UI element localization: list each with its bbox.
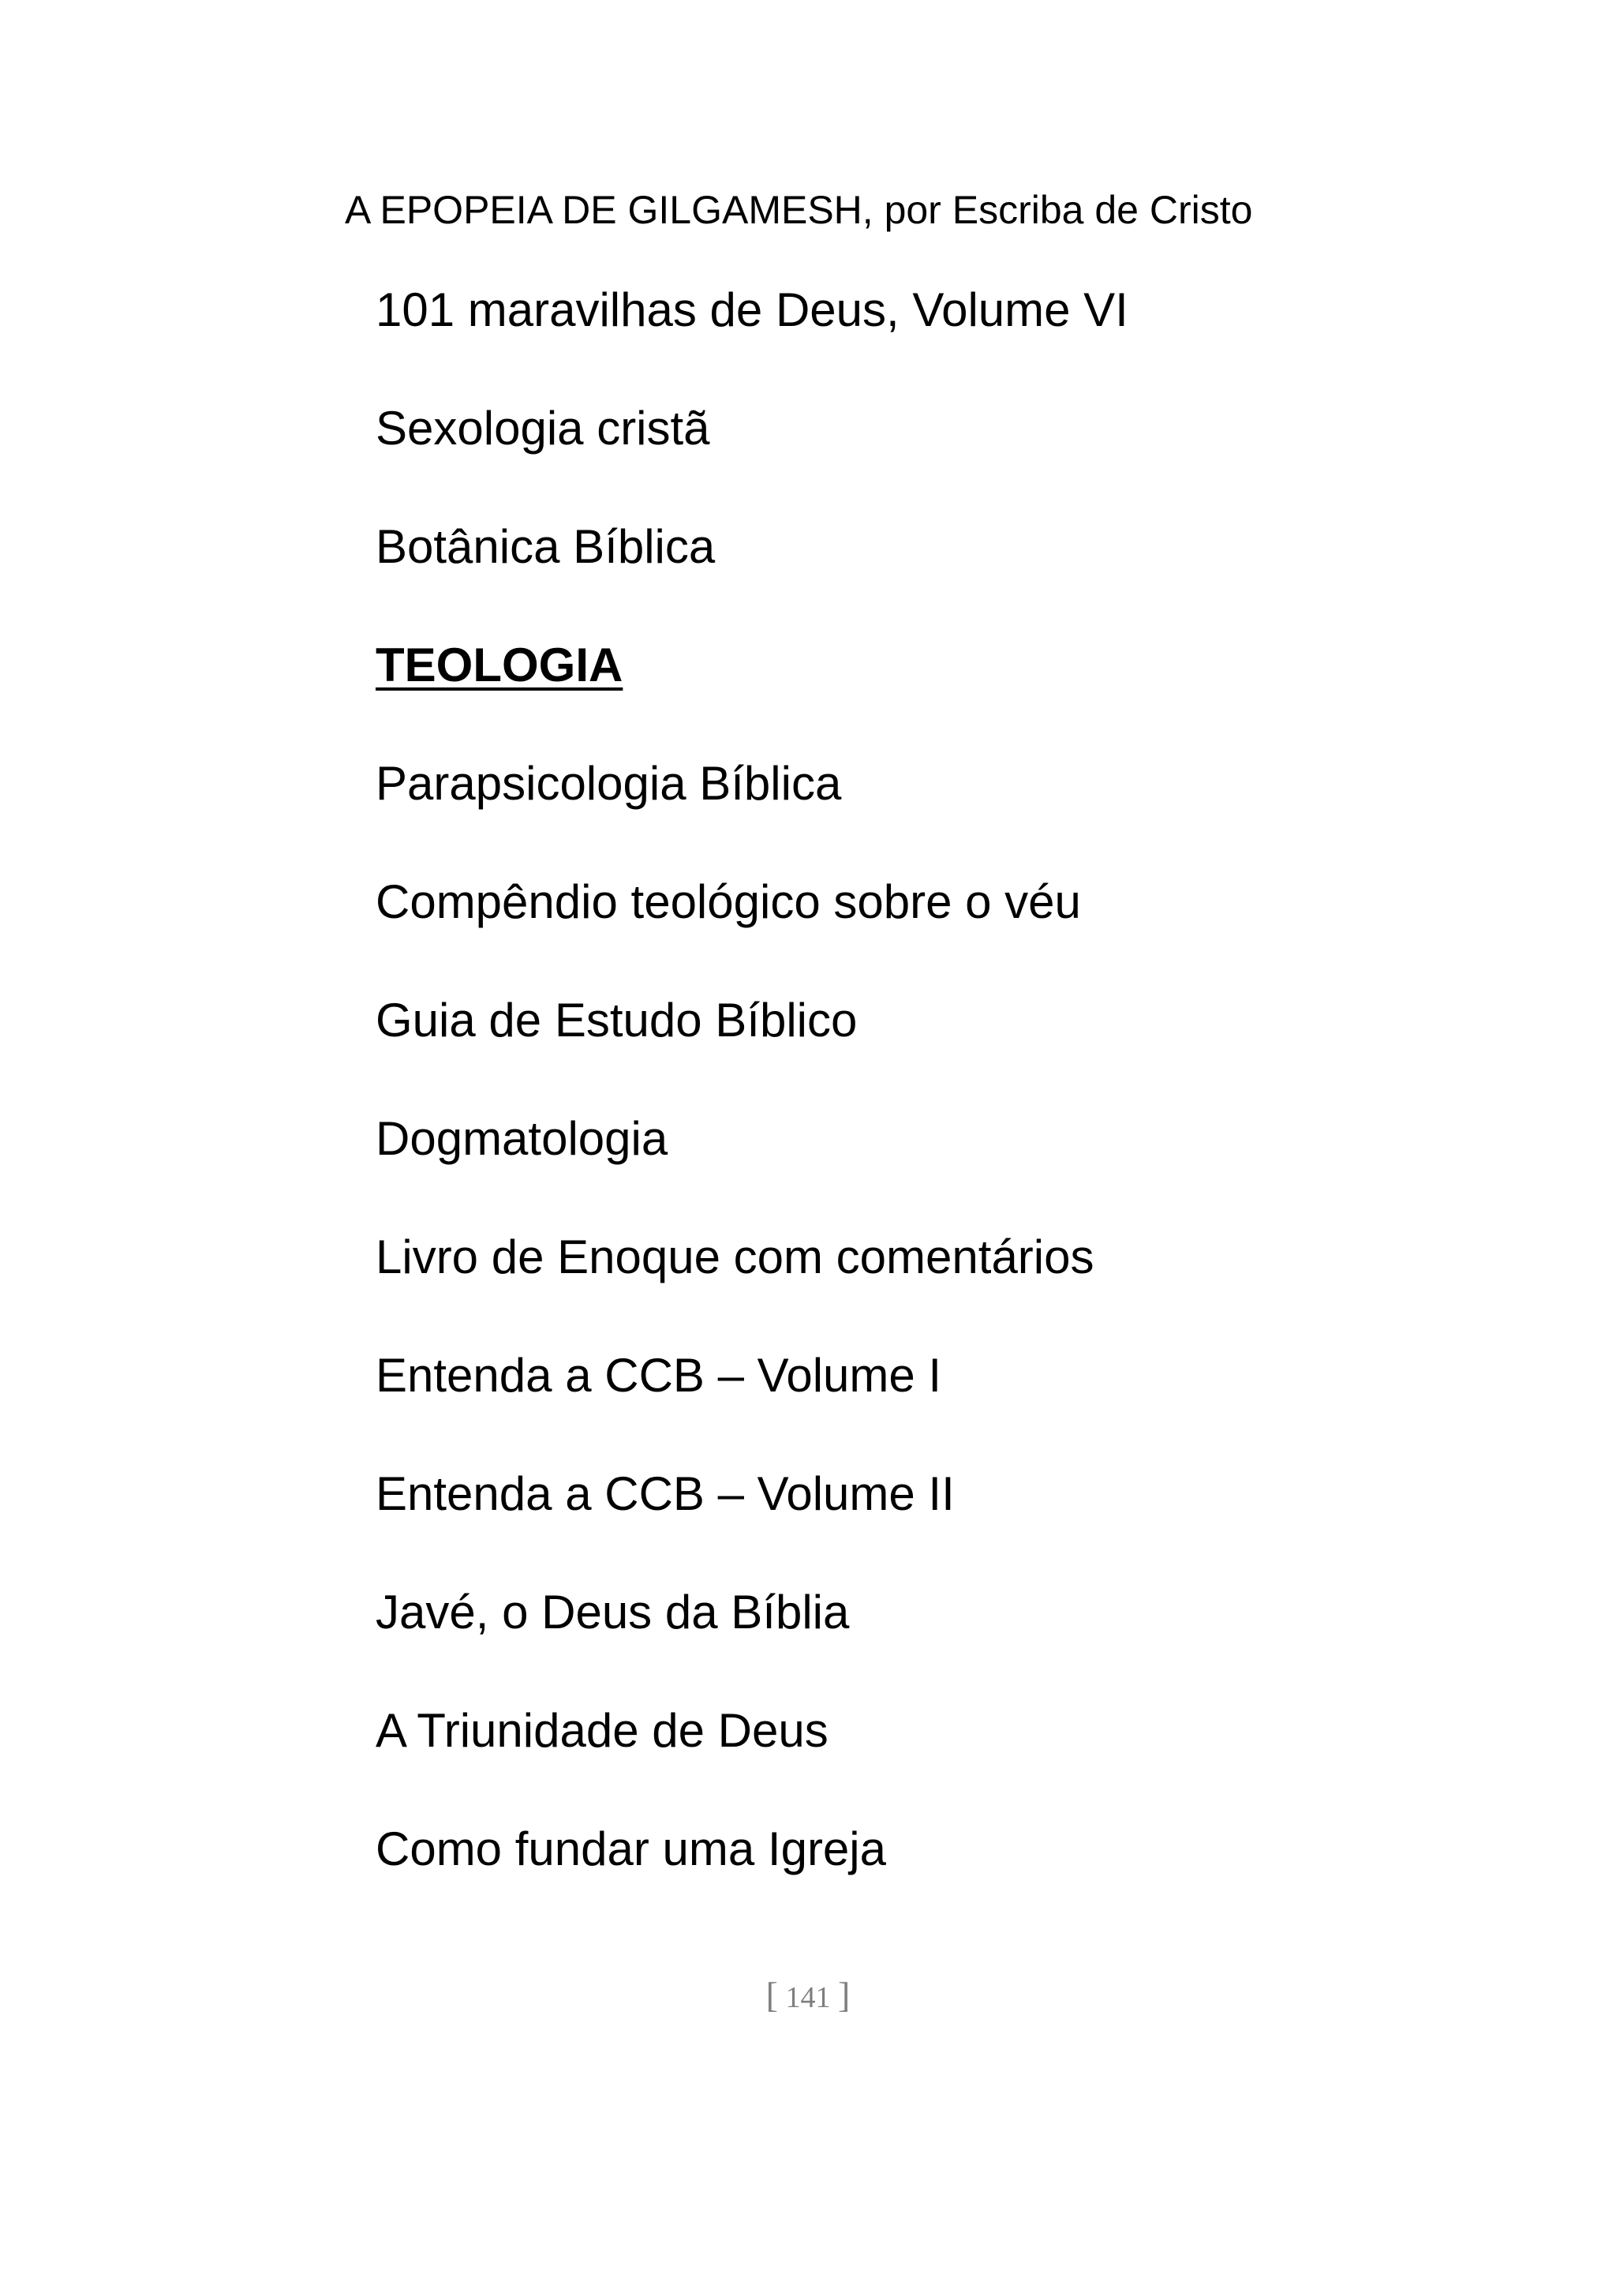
list-item: Como fundar uma Igreja	[376, 1822, 886, 1875]
page-number-value: 141	[785, 1981, 831, 2014]
list-item: Javé, o Deus da Bíblia	[376, 1586, 850, 1639]
section-heading: TEOLOGIA	[376, 639, 623, 691]
running-header: A EPOPEIA DE GILGAMESH, por Escriba de Cristo	[345, 188, 1253, 232]
list-item: Sexologia cristã	[376, 402, 710, 455]
list-item: Parapsicologia Bíblica	[376, 757, 842, 810]
book-list	[376, 282, 1128, 1939]
list-item: A Triunidade de Deus	[376, 1704, 829, 1757]
list-item: 101 maravilhas de Deus, Volume VI	[376, 283, 1128, 336]
list-item: Entenda a CCB – Volume I	[376, 1349, 942, 1402]
list-item: Livro de Enoque com comentários	[376, 1230, 1094, 1283]
list-item: Entenda a CCB – Volume II	[376, 1467, 955, 1520]
list-item: Compêndio teológico sobre o véu	[376, 875, 1081, 928]
list-item: Dogmatologia	[376, 1112, 668, 1165]
page-number	[0, 1976, 1616, 2017]
page-number-bracket-open: [	[765, 1975, 778, 2015]
list-item: Guia de Estudo Bíblico	[376, 994, 858, 1047]
page-number-bracket-close: ]	[838, 1975, 851, 2015]
list-item: Botânica Bíblica	[376, 520, 716, 573]
